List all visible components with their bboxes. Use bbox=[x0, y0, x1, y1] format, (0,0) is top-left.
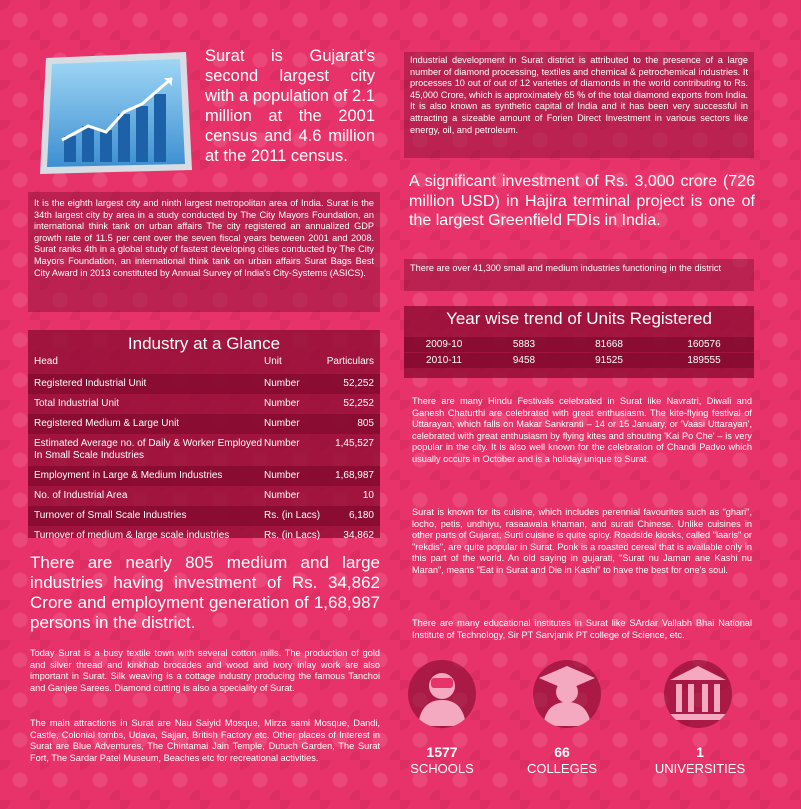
festivals-paragraph: There are many Hindu Festivals celebrated in Surat like Navratri, Diwali and Ganesh Chaturthi are celebrated with great enthusiasm. The kite-flying festival of Uttarayan, which falls on Makar Sankranti – 14 or 15 January, or 'Vaasi Uttarayan', celebrated with great enthusiasm by flying kites and shouting 'Kai Po Che' – is very popular in the city. It is also well known for the celebration of Chandi Padvo which usually occurs in October and is a holiday unique to Surat. bbox=[412, 396, 752, 464]
industrial-development-paragraph: Industrial development in Surat district is attributed to the presence of a large number of diamond processing, textiles and chemical & petrochemical industries. It processes 10 out of out of 12 varieties of diamonds in the world contributing to Rs. 45,000 Crore, which is approximately 65 % of the total diamond exports from India. It is also known as synthetic capital of India and it has been very successful in attracting a sizeable amount of Forien Direct Investment in various sectors like energy, oil, and petroleum. bbox=[404, 52, 754, 158]
colleges-count: 66 bbox=[554, 744, 570, 760]
table-row bbox=[404, 353, 754, 368]
table-cell: 6,180 bbox=[348, 510, 374, 521]
table-header-row bbox=[28, 354, 380, 370]
textile-paragraph: Today Surat is a busy textile town with several cotton mills. The production of gold and silver thread and kinkhab brocades and wood and ivory inlay work are also important in Surat. Silk weaving is a cottage industry producing the famous Tanchoi and Ganjee Sarees. Diamond cutting is also a speciality of Surat. bbox=[30, 648, 380, 693]
investment-headline: A significant investment of Rs. 3,000 crore (726 million USD) in Hajira terminal project is one of the largest Greenfield FDIs in India. bbox=[409, 173, 755, 229]
table-row bbox=[28, 466, 380, 486]
table-cell: 1,68,987 bbox=[335, 470, 374, 481]
table-cell: Turnover of Small Scale Industries bbox=[34, 510, 187, 521]
table-cell: 34,862 bbox=[343, 530, 374, 541]
table-cell: Number bbox=[264, 470, 300, 481]
table-cell: 5883 bbox=[512, 339, 536, 350]
table-cell: Total Industrial Unit bbox=[34, 398, 120, 409]
graduate-icon bbox=[533, 660, 601, 728]
industry-table-title: Industry at a Glance bbox=[127, 334, 281, 353]
table-cell: 189555 bbox=[687, 355, 721, 366]
table-row bbox=[28, 414, 380, 434]
trend-table bbox=[404, 306, 754, 378]
intro-headline: Surat is Gujarat's second largest city with a population of 2.1 million at the 2001 census and 4.6 million at the 2011 census. bbox=[205, 47, 375, 165]
student-icon bbox=[408, 660, 476, 728]
table-cell: Number bbox=[264, 438, 300, 449]
trend-table-title: Year wise trend of Units Registered bbox=[446, 309, 712, 328]
schools-count: 1577 bbox=[426, 744, 458, 760]
table-cell: 52,252 bbox=[343, 378, 374, 389]
building-icon bbox=[664, 660, 732, 728]
table-row bbox=[28, 526, 380, 546]
sme-paragraph: There are over 41,300 small and medium industries functioning in the district bbox=[404, 259, 754, 291]
table-cell: 81668 bbox=[595, 339, 623, 350]
stats-paragraph: It is the eighth largest city and ninth largest metropolitan area of India. Surat is the 34th largest city by area in a study conducted by The City Mayors Foundation, an international think tank on urban affairs The city registered an annualized GDP growth rate of 11.5 per cent over the seven fiscal years between 2001 and 2008. Surat ranks 4th in a global study of fastest developing cities conducted by The City Mayors Foundation, an international think tank on urban affairs Surat Bags Best City Award in 2013 constituted by Annual Survey of India's City-Systems (ASICS). bbox=[28, 192, 380, 312]
table-cell: 91525 bbox=[595, 355, 623, 366]
column-header: Particulars bbox=[326, 356, 374, 367]
table-cell: Number bbox=[264, 418, 300, 429]
medium-industries-text: There are nearly 805 medium and large industries having investment of Rs. 34,862 Crore and employment generation of 1,68,987 persons in the district. bbox=[30, 553, 380, 632]
table-cell: Rs. (in Lacs) bbox=[264, 510, 321, 521]
table-cell: 2010-11 bbox=[426, 355, 462, 366]
table-cell: Registered Medium & Large Unit bbox=[34, 418, 180, 429]
cuisine-paragraph: Surat is known for its cuisine, which includes perennial favourites such as "ghari", locho, petis, undhiyu, rasaawala khaman, and surati Chinese. Unlike cuisines in other parts of Gujarat, Surti cuisine is quite spicy. Roadside kiosks, called "laaris" or "rekdis", are quite popular in Surat. Ponk is a roasted cereal that is available only in this part of the world. An old saying in gujarati, "Surat nu Jaman ane Kashi nu Maran", means "Eat in Surat and Die in Kashi" to have the best for one's soul. bbox=[412, 507, 752, 575]
table-cell: 9458 bbox=[512, 355, 536, 366]
table-cell: 805 bbox=[357, 418, 374, 429]
universities-count: 1 bbox=[696, 744, 704, 760]
industry-table bbox=[28, 330, 380, 541]
table-cell: Employment in Large & Medium Industries bbox=[34, 470, 223, 481]
attractions-paragraph: The main attractions in Surat are Nau Saiyid Mosque, Mirza sami Mosque, Dandi, Castle, Colonial tombs, Udava, Sajjan, British Factory etc. Other places of Interest in Surat are Blue Adventures, The Chintamai Jain Temple, Dutuch Garden, The Surat Fort, The Sardar Patel Museum, Beaches etc for recreational activities. bbox=[30, 718, 380, 763]
bar-chart-icon bbox=[36, 48, 196, 180]
schools-label: SCHOOLS bbox=[410, 761, 474, 776]
table-cell: 2009-10 bbox=[425, 339, 463, 350]
universities-label: UNIVERSITIES bbox=[654, 761, 746, 776]
colleges-label: COLLEGES bbox=[526, 761, 598, 776]
table-cell: Number bbox=[264, 490, 300, 501]
table-row bbox=[28, 486, 380, 506]
table-cell: Number bbox=[264, 378, 300, 389]
table-cell: 160576 bbox=[687, 339, 721, 350]
table-row bbox=[28, 374, 380, 394]
table-row bbox=[28, 394, 380, 414]
education-paragraph: There are many educational institutes in Surat like SArdar Vallabh Bhai National Institute of Technology, Sir PT Sarvjanik PT college of Science, etc. bbox=[412, 618, 752, 640]
table-row bbox=[28, 434, 380, 466]
table-cell: Number bbox=[264, 398, 300, 409]
table-cell: No. of Industrial Area bbox=[34, 490, 128, 501]
table-cell: Registered Industrial Unit bbox=[34, 378, 147, 389]
table-cell: Turnover of medium & large scale industries bbox=[34, 530, 230, 541]
table-row bbox=[28, 506, 380, 526]
table-row bbox=[404, 337, 754, 352]
column-header: Unit bbox=[264, 356, 282, 367]
table-cell: 10 bbox=[362, 490, 374, 501]
table-cell: 1,45,527 bbox=[335, 438, 374, 449]
column-header: Head bbox=[34, 356, 58, 367]
table-cell: 52,252 bbox=[343, 398, 374, 409]
table-cell: Rs. (in Lacs) bbox=[264, 530, 321, 541]
table-cell: Estimated Average no. of Daily & Worker Employed In Small Scale Industries bbox=[34, 438, 263, 461]
